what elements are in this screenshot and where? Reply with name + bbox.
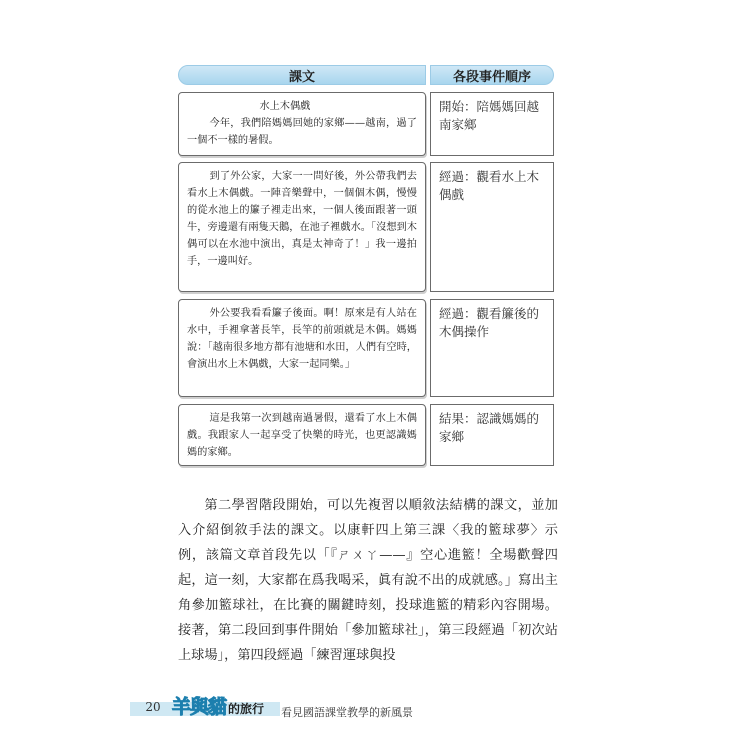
table-row-1-event: 開始：陪媽媽回越南家鄉 <box>430 92 554 156</box>
logo-tail-text: 的旅行 <box>228 701 265 716</box>
table-row-4-event: 結果：認識媽媽的家鄉 <box>430 404 554 466</box>
book-logo <box>172 690 264 720</box>
paragraph-4: 這是我第一次到越南過暑假，還看了水上木偶戲。我跟家人一起享受了快樂的時光，也更認識媽媽的家鄉。 <box>187 413 417 458</box>
table-row-3-text <box>178 299 426 397</box>
body-text <box>178 493 558 668</box>
body-paragraph: 第二學習階段開始，可以先複習以順敘法結構的課文，並加入介紹倒敘手法的課文。以康軒四上第三課〈我的籃球夢〉示例，該篇文章首段先以「『ㄕㄨㄚ——』空心進籃！全場歡聲四起，這一刻，大家都在爲我喝采，眞有說不出的成就感。」寫出主角參加籃球社，在比賽的關鍵時刻，投球進籃的精彩內容開場。接著，第二段回到事件開始「參加籃球社」，第三段經過「初次站上球場」，第四段經過「練習運球與投 <box>178 498 558 663</box>
page-number: 20 <box>145 700 161 714</box>
logo-main-text: 羊與貓 <box>172 695 227 718</box>
table-row-2-event: 經過：觀看水上木偶戲 <box>430 162 554 292</box>
paragraph-3: 外公要我看看簾子後面。啊！原來是有人站在水中，手裡拿著長竿，長竿的前頭就是木偶。媽媽說：「越南很多地方都有池塘和水田，人們有空時，會演出水上木偶戲，大家一起同樂。」 <box>187 308 417 370</box>
lesson-title: 水上木偶戲 <box>259 101 311 112</box>
table-header-text: 課文 <box>178 65 426 85</box>
paragraph-1: 今年，我們陪媽媽回她的家鄉——越南，過了一個不一樣的暑假。 <box>187 118 417 146</box>
table-header-event-order: 各段事件順序 <box>430 65 554 85</box>
table-row-2-text <box>178 162 426 292</box>
table-row-1-text <box>178 92 426 156</box>
paragraph-2: 到了外公家，大家一一問好後，外公帶我們去看水上木偶戲。一陣音樂聲中，一個個木偶，慢慢的從水池上的簾子裡走出來，一個人後面跟著一頭牛，旁邊還有兩隻天鵝，在池子裡戲水。「沒想到木偶可以在水池中演出，真是太神奇了！」我一邊拍手，一邊叫好。 <box>187 171 417 267</box>
table-row-4-text <box>178 404 426 466</box>
table-row-3-event: 經過：觀看簾後的木偶操作 <box>430 299 554 397</box>
book-subtitle: 看見國語課堂教學的新風景 <box>281 706 413 719</box>
